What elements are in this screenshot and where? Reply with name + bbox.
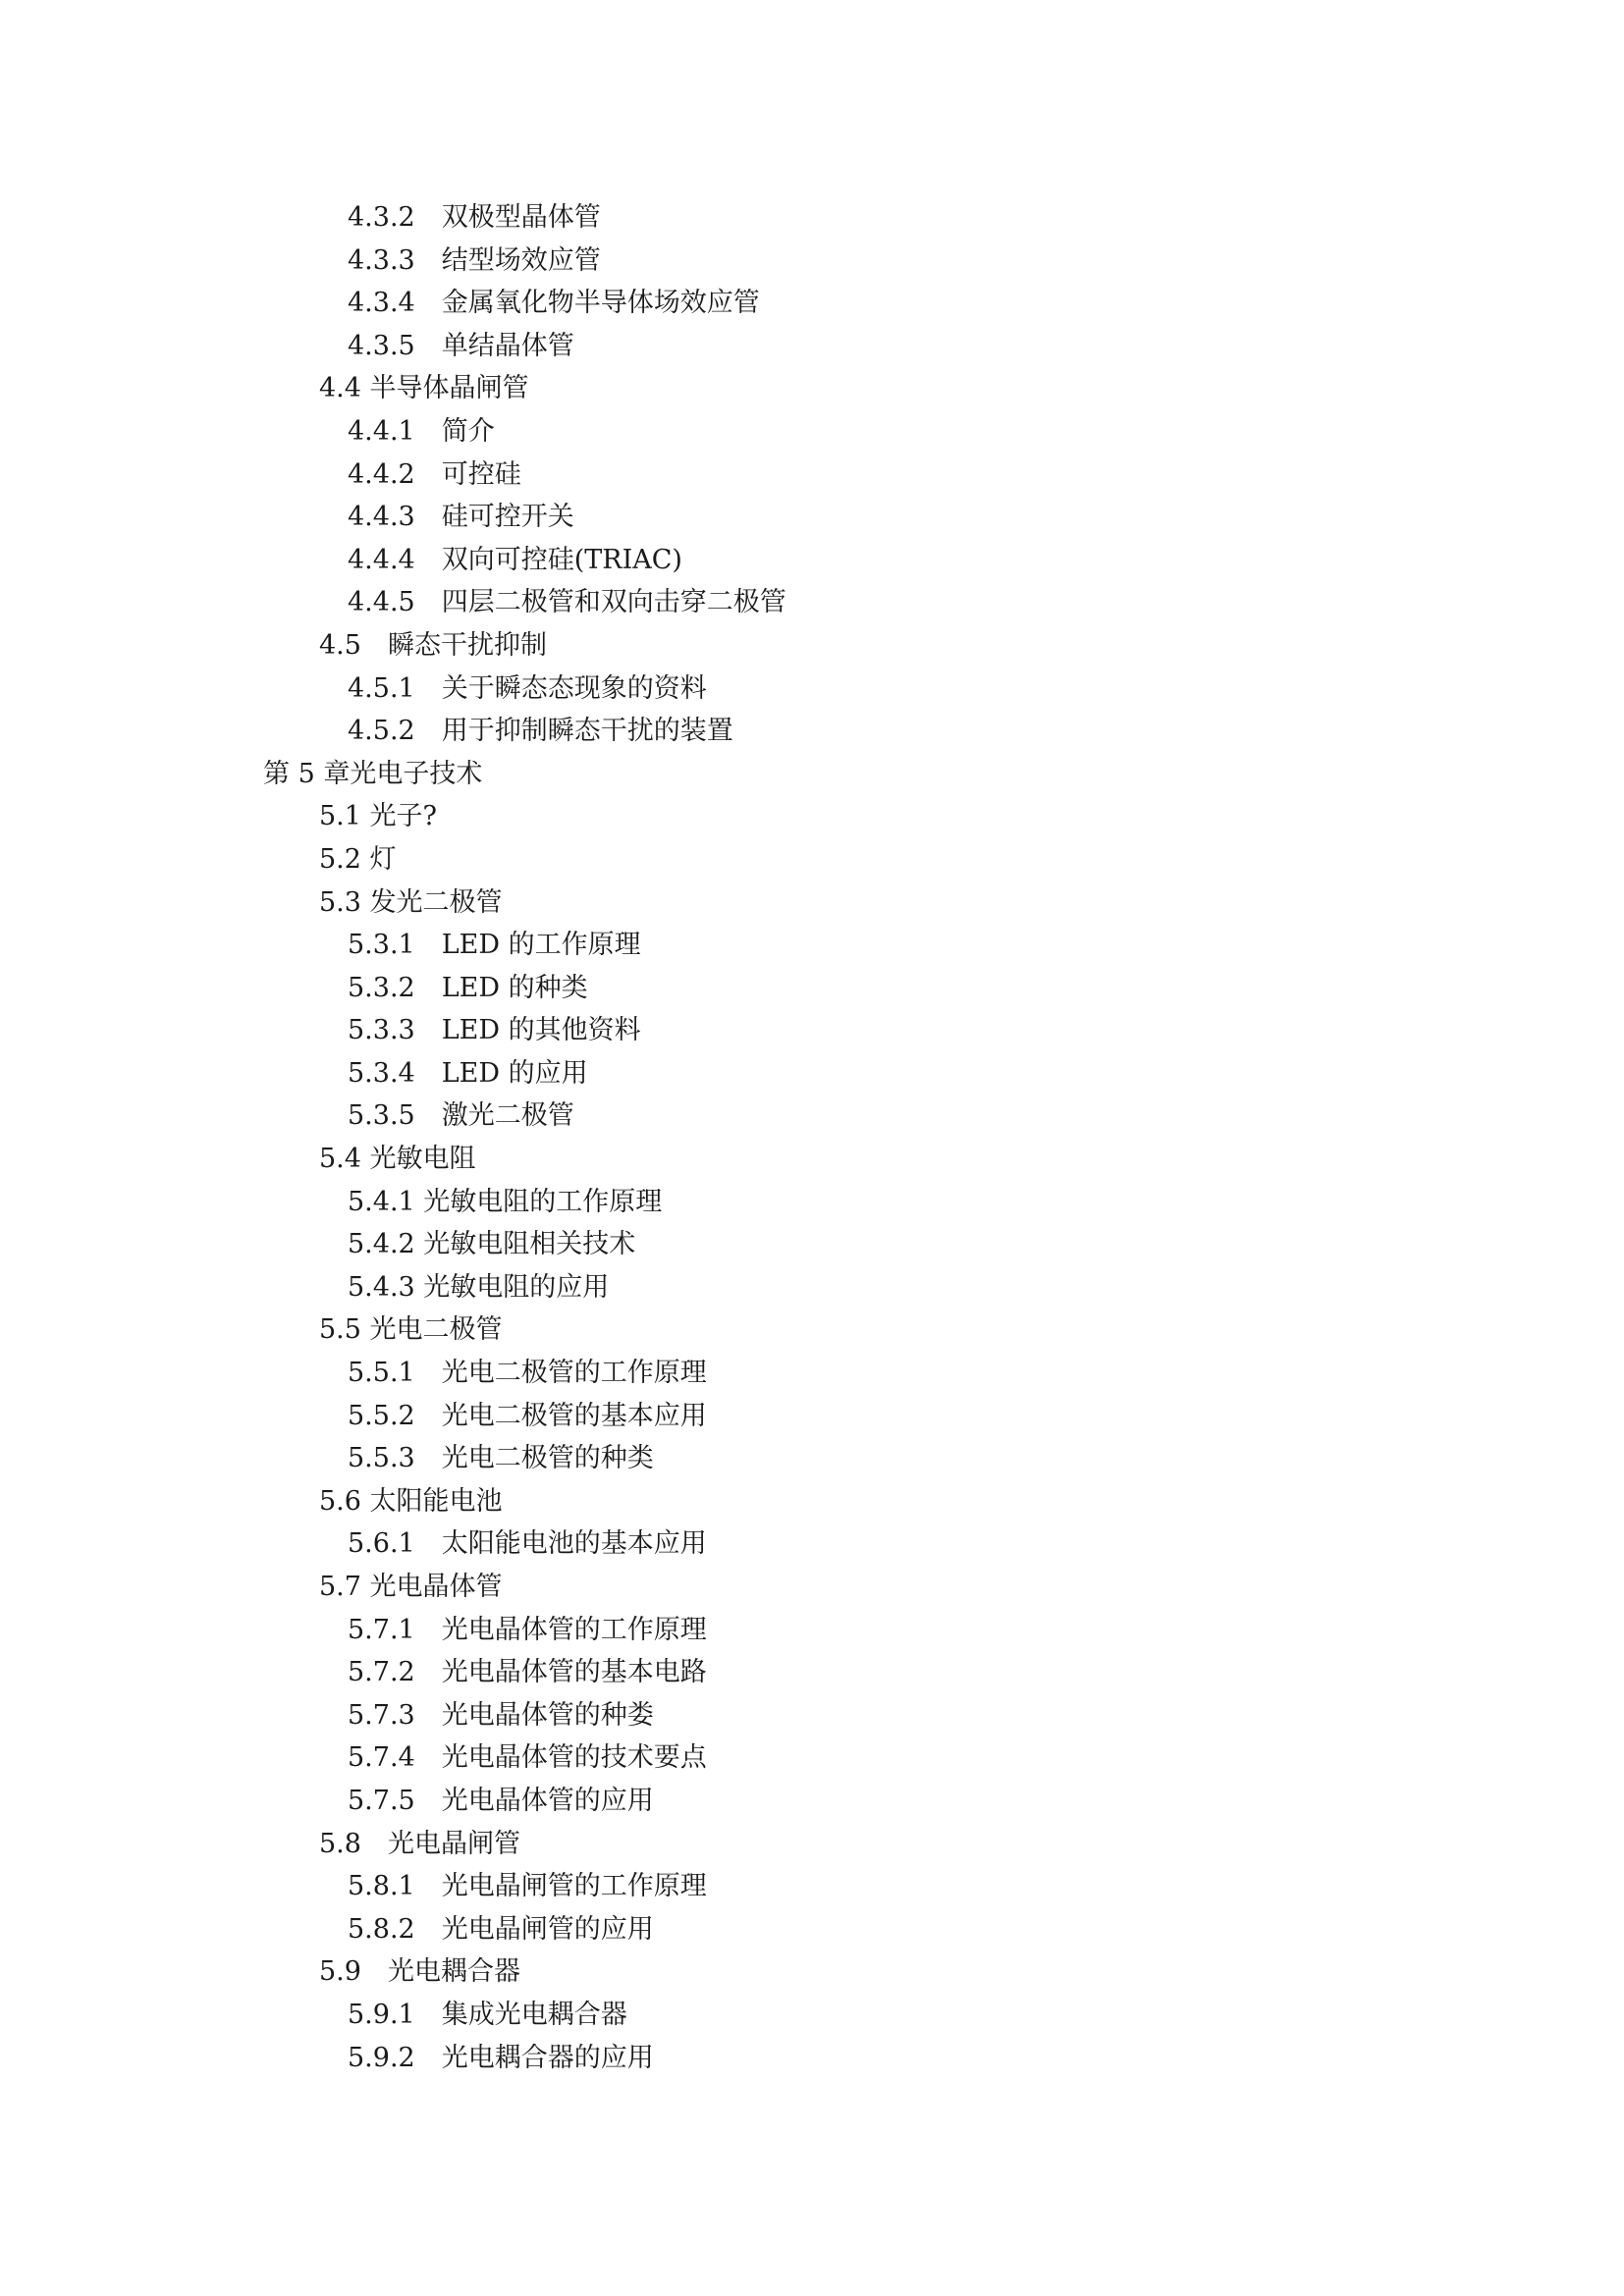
toc-entry-4-3-2: 4.3.2 双极型晶体管	[348, 202, 601, 233]
toc-entry-5-7-2: 5.7.2 光电晶体管的基本电路	[348, 1657, 707, 1688]
toc-entry-4-4-1: 4.4.1 简介	[348, 415, 495, 447]
toc-entry-5-3-3: 5.3.3 LED 的其他资料	[348, 1015, 641, 1046]
toc-entry-5-7-1: 5.7.1 光电晶体管的工作原理	[348, 1614, 707, 1645]
toc-section-5-5: 5.5 光电二极管	[319, 1314, 503, 1346]
toc-entry-5-8-1: 5.8.1 光电晶闸管的工作原理	[348, 1871, 707, 1902]
toc-section-5-8: 5.8 光电晶闸管	[319, 1828, 520, 1859]
toc-section-5-2: 5.2 灯	[319, 843, 397, 875]
toc-entry-5-5-3: 5.5.3 光电二极管的种类	[348, 1443, 654, 1474]
toc-entry-4-5-1: 4.5.1 关于瞬态态现象的资料	[348, 672, 707, 704]
toc-entry-5-4-3: 5.4.3 光敏电阻的应用	[348, 1271, 610, 1303]
toc-entry-5-3-4: 5.3.4 LED 的应用	[348, 1057, 588, 1089]
toc-entry-5-9-2: 5.9.2 光电耦合器的应用	[348, 2042, 654, 2073]
toc-entry-4-4-2: 4.4.2 可控硅	[348, 458, 521, 490]
toc-entry-4-5-2: 4.5.2 用于抑制瞬态干扰的装置	[348, 716, 733, 747]
toc-entry-5-4-2: 5.4.2 光敏电阻相关技术	[348, 1229, 636, 1260]
toc-chapter-5: 第 5 章光电子技术	[263, 758, 483, 789]
toc-entry-5-4-1: 5.4.1 光敏电阻的工作原理	[348, 1186, 663, 1217]
toc-section-4-4: 4.4 半导体晶闸管	[319, 373, 529, 404]
toc-entry-5-3-1: 5.3.1 LED 的工作原理	[348, 930, 641, 961]
toc-entry-4-3-4: 4.3.4 金属氧化物半导体场效应管	[348, 288, 760, 319]
toc-section-4-5: 4.5 瞬态干扰抑制	[319, 629, 547, 661]
toc-entry-5-8-2: 5.8.2 光电晶闸管的应用	[348, 1913, 654, 1945]
toc-entry-4-3-5: 4.3.5 单结晶体管	[348, 330, 574, 361]
toc-entry-4-4-5: 4.4.5 四层二极管和双向击穿二极管	[348, 587, 786, 618]
toc-section-5-4: 5.4 光敏电阻	[319, 1144, 476, 1175]
toc-entry-5-5-2: 5.5.2 光电二极管的基本应用	[348, 1400, 707, 1431]
toc-section-5-7: 5.7 光电晶体管	[319, 1572, 503, 1602]
toc-section-5-1: 5.1 光子?	[319, 801, 437, 832]
toc-entry-4-3-3: 4.3.3 结型场效应管	[348, 244, 601, 276]
toc-entry-5-6-1: 5.6.1 太阳能电池的基本应用	[348, 1528, 707, 1560]
toc-entry-5-5-1: 5.5.1 光电二极管的工作原理	[348, 1358, 707, 1389]
toc-section-5-3: 5.3 发光二极管	[319, 886, 503, 918]
toc-entry-4-4-3: 4.4.3 硅可控开关	[348, 502, 574, 533]
table-of-contents	[0, 196, 1624, 2079]
toc-entry-5-3-2: 5.3.2 LED 的种类	[348, 972, 588, 1003]
toc-section-5-9: 5.9 光电耦合器	[319, 1956, 520, 1988]
toc-entry-5-3-5: 5.3.5 激光二极管	[348, 1100, 574, 1132]
toc-entry-5-7-4: 5.7.4 光电晶体管的技术要点	[348, 1742, 707, 1774]
toc-entry-5-9-1: 5.9.1 集成光电耦合器	[348, 1999, 627, 2030]
toc-entry-5-7-3: 5.7.3 光电晶体管的种娄	[348, 1699, 654, 1731]
toc-entry-5-7-5: 5.7.5 光电晶体管的应用	[348, 1785, 654, 1816]
toc-section-5-6: 5.6 太阳能电池	[319, 1485, 503, 1517]
toc-entry-4-4-4: 4.4.4 双向可控硅(TRIAC)	[348, 544, 682, 575]
